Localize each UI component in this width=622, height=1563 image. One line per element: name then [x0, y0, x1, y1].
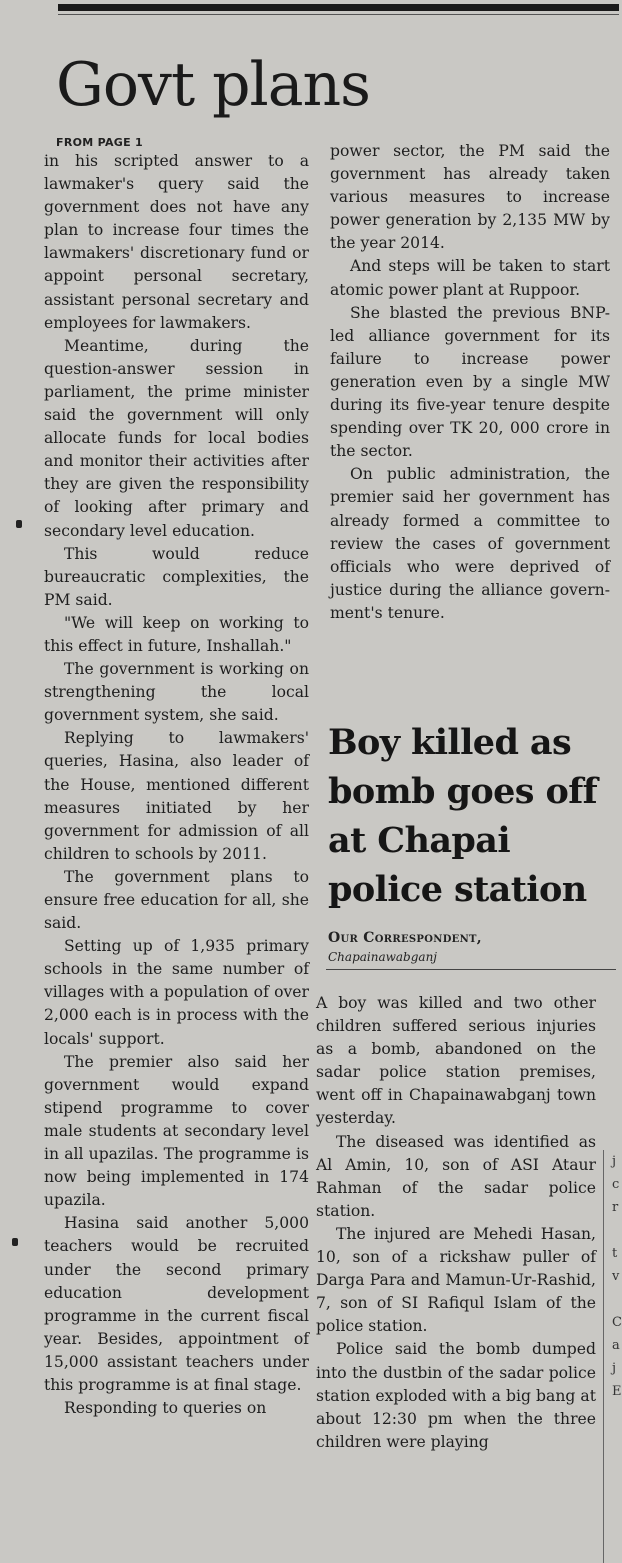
- edge-glyph: j: [612, 1361, 617, 1376]
- edge-glyph: c: [612, 1177, 620, 1192]
- left-para: Meantime, during the question-answer session in parliament, the prime minister said the government will only allocate funds for local bodies and monitor their activities after they are given the responsibility of looking after primary and secondary level education.: [44, 336, 309, 540]
- edge-glyph: t: [612, 1246, 618, 1261]
- left-para: in his scripted answer to a lawmaker's query said the government does not have any plan to increase four times the lawmakers' discretionary fund or appoint personal secretary, assistant personal secretary and employees for lawmakers.: [44, 152, 309, 332]
- edge-glyph: [604, 1288, 620, 1311]
- left-para: This would reduce bureaucratic complexities, the PM said.: [44, 544, 309, 609]
- story-para: The injured are Mehedi Hasan, 10, son of a rickshaw puller of Darga Para and Mamun-Ur-Rashid, 7, son of SI Rafiqul Islam of the police station.: [316, 1224, 596, 1336]
- byline-rule: [326, 969, 616, 970]
- story-para: A boy was killed and two other children suffered serious injuries as a bomb, abandoned on the sadar police station premises, went off in Chapainawabganj town yesterday.: [316, 994, 596, 1128]
- edge-glyph: E: [612, 1384, 622, 1399]
- edge-glyph: a: [612, 1338, 620, 1353]
- kicker: FROM PAGE 1: [56, 136, 144, 149]
- top-rule: [58, 4, 619, 11]
- left-para: The premier also said her government would expand stipend programme to cover male students at secondary level in all upazilas. The programme is now being implemented in 174 upazila.: [44, 1052, 309, 1210]
- adjacent-column-edge: [603, 1150, 620, 1563]
- edge-glyph: v: [612, 1269, 620, 1284]
- right-para: On public administration, the premier said her government has already formed a committee to review the cases of government officials who were deprived of justice during the alliance government's tenure.: [330, 465, 610, 622]
- right-para: power sector, the PM said the government has already taken various measures to increase power generation by 2,135 MW by the year 2014.: [330, 142, 610, 253]
- left-para: The government plans to ensure free education for all, she said.: [44, 867, 309, 933]
- second-story-body: [316, 992, 596, 1454]
- left-para: Hasina said another 5,000 teachers would be recruited under the second primary education development programme in the current fiscal year. Besides, appointment of 15,000 assistant teachers under this programme is at final stage.: [44, 1214, 309, 1394]
- left-para: "We will keep on working to this effect in future, Inshallah.": [44, 613, 309, 655]
- top-rule-thin: [58, 14, 619, 15]
- byline: Our Correspondent,: [328, 930, 482, 946]
- left-para: Setting up of 1,935 primary schools in the same number of villages with a population of over 2,000 each is in process with the locals' support.: [44, 937, 309, 1048]
- edge-glyph: j: [612, 1154, 617, 1169]
- story-para: Police said the bomb dumped into the dustbin of the sadar police station exploded with a big bang at about 12:30 pm when the three children were playing: [316, 1340, 596, 1451]
- second-story-headline: Boy killed as bomb goes off at Chapai police station: [328, 722, 598, 910]
- story-para: The diseased was identified as Al Amin, 10, son of ASI Ataur Rahman of the sadar police station.: [316, 1132, 596, 1220]
- dateline: Chapainawabganj: [328, 950, 438, 964]
- right-para: She blasted the previous BNP-led alliance government for its failure to increase power generation even by a single MW during its five-year tenure despite spending over TK 20, 000 crore in the sector.: [330, 303, 610, 461]
- left-column: [44, 136, 309, 1420]
- right-column: [330, 140, 610, 625]
- edge-glyph: C: [612, 1315, 622, 1330]
- right-para: And steps will be taken to start atomic power plant at Ruppoor.: [330, 257, 610, 299]
- print-speck: [16, 520, 22, 528]
- edge-glyph: [604, 1219, 620, 1242]
- print-speck: [12, 1238, 18, 1246]
- left-para: The government is working on strengthening the local government system, she said.: [44, 660, 309, 725]
- left-para: Replying to lawmakers' queries, Hasina, also leader of the House, mentioned different measures initiated by her government for admission of all children to schools by 2011.: [44, 729, 309, 863]
- left-para: Responding to queries on: [64, 1399, 267, 1418]
- edge-glyph: r: [612, 1200, 619, 1215]
- headline: Govt plans: [56, 50, 370, 120]
